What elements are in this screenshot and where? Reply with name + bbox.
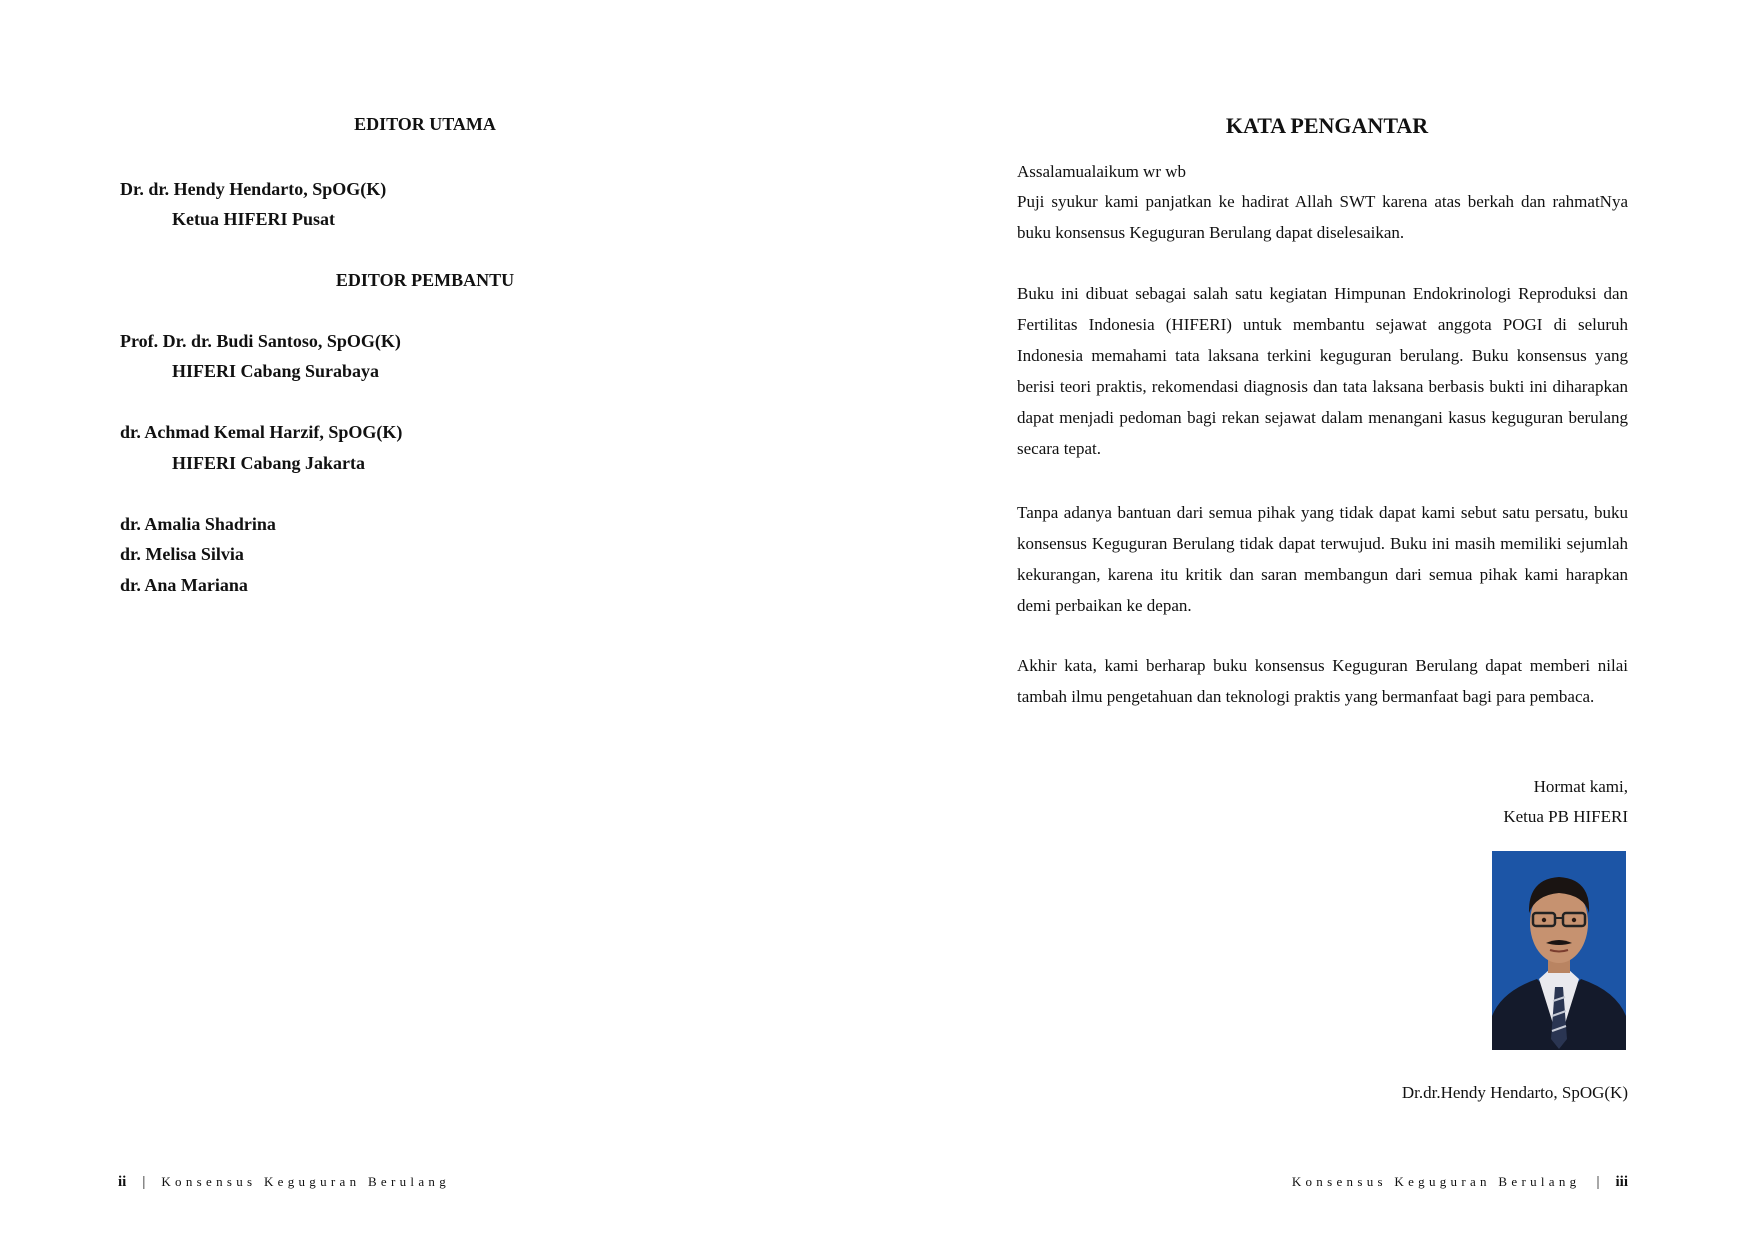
assistant-editor-name: Prof. Dr. dr. Budi Santoso, SpOG(K) — [120, 331, 401, 351]
page-number: ii — [118, 1174, 127, 1190]
paragraph: Buku ini dibuat sebagai salah satu kegiatan Himpunan Endokrinologi Reproduksi dan Fertilitas Indonesia (HIFERI) untuk membantu sejawat anggota POGI di seluruh Indonesia memahami tata laksana terkini keguguran berulang. Buku konsensus yang berisi teori praktis, rekomendasi diagnosis dan tata laksana berbasis bukti ini diharapkan dapat menjadi pedoman bagi rekan sejawat dalam menangani kasus keguguran berulang secara tepat. — [1017, 284, 1628, 458]
paragraph: Tanpa adanya bantuan dari semua pihak yang tidak dapat kami sebut satu persatu, buku konsensus Keguguran Berulang tidak dapat terwujud. Buku ini masih memiliki sejumlah kekurangan, karena itu kritik dan saran membangun dari semua pihak kami harapkan demi perbaikan ke depan. — [1017, 503, 1628, 615]
footer-book-title: Konsensus Keguguran Berulang — [161, 1174, 451, 1189]
footer-separator: | — [142, 1174, 146, 1190]
paragraph: Akhir kata, kami berharap buku konsensus Keguguran Berulang dapat memberi nilai tambah ilmu pengetahuan dan teknologi praktis yang bermanfaat bagi para pembaca. — [1017, 656, 1628, 706]
member-name: dr. Melisa Silvia — [120, 544, 244, 564]
assistant-editor-affiliation: HIFERI Cabang Jakarta — [172, 453, 366, 473]
assistant-editor-name: dr. Achmad Kemal Harzif, SpOG(K) — [120, 422, 403, 442]
page-title: KATA PENGANTAR — [1225, 113, 1429, 138]
main-editor-name: Dr. dr. Hendy Hendarto, SpOG(K) — [120, 179, 387, 199]
page-number: iii — [1615, 1174, 1628, 1190]
greeting: Assalamualaikum wr wb — [1017, 162, 1187, 181]
right-footer — [1292, 1174, 1628, 1191]
signature-name: Dr.dr.Hendy Hendarto, SpOG(K) — [1401, 1083, 1628, 1102]
right-page — [877, 0, 1754, 1240]
closing-greeting: Hormat kami, — [1533, 777, 1628, 796]
member-name: dr. Amalia Shadrina — [120, 514, 276, 534]
eye-right — [1572, 918, 1576, 922]
editor-pembantu-heading: EDITOR PEMBANTU — [335, 270, 515, 290]
main-editor-affiliation: Ketua HIFERI Pusat — [172, 209, 336, 229]
member-name: dr. Ana Mariana — [120, 575, 248, 595]
footer-separator: | — [1596, 1174, 1600, 1190]
editor-utama-heading: EDITOR UTAMA — [354, 114, 496, 134]
footer-book-title: Konsensus Keguguran Berulang — [1291, 1174, 1581, 1189]
paragraph: Puji syukur kami panjatkan ke hadirat Allah SWT karena atas berkah dan rahmatNya buku konsensus Keguguran Berulang dapat diselesaikan. — [1017, 192, 1628, 242]
assistant-editor-affiliation: HIFERI Cabang Surabaya — [172, 361, 380, 381]
left-footer — [118, 1174, 450, 1191]
portrait-illustration — [1492, 851, 1626, 1050]
eye-left — [1542, 918, 1546, 922]
portrait-photo — [1492, 851, 1626, 1050]
closing-title: Ketua PB HIFERI — [1503, 807, 1628, 826]
